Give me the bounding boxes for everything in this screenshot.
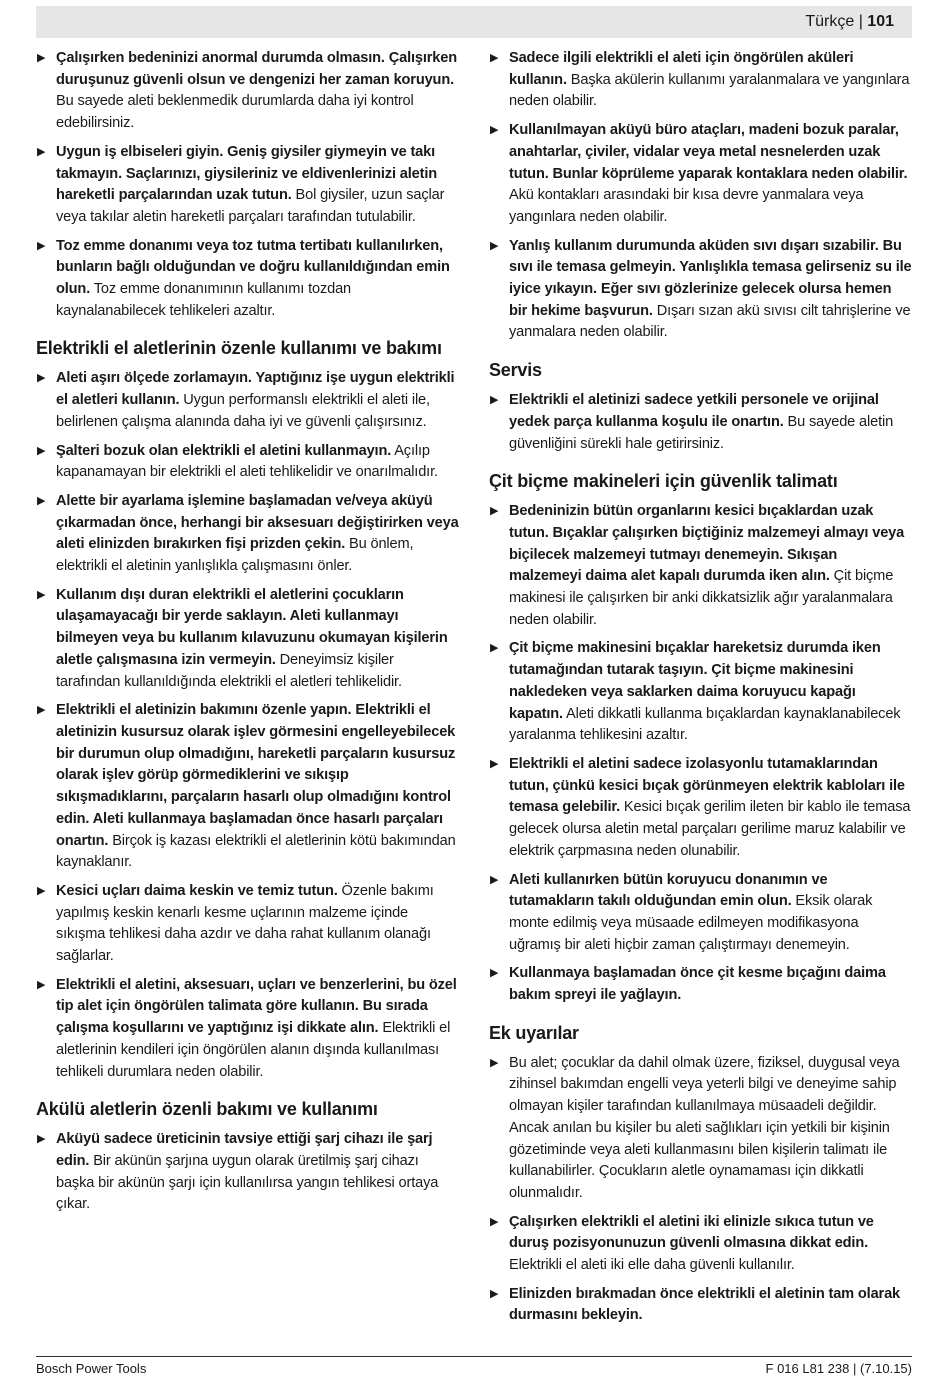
page-header — [36, 6, 912, 38]
item-text: Birçok iş kazası elektrikli el aletlerinin kötü bakımından kaynaklanır. — [56, 832, 456, 871]
item-bold-text: Şalteri bozuk olan elektrikli el aletini kullanmayın. — [56, 442, 392, 459]
footer-doc-id: F 016 L81 238 | (7.10.15) — [765, 1361, 912, 1376]
item-text: Akü kontakları arasındaki bir kısa devre yanmalara veya yangınlara neden olabilir. — [509, 187, 864, 225]
item-text: Bu önlem, elektrikli el aletinin yanlışlıkla çalışmasını önler. — [56, 536, 414, 575]
item-bold-text: Elektrikli el aletinizi sadece yetkili personele ve orijinal yedek parça kullanma koşulu ile onartın. — [509, 392, 879, 430]
item-bold-text: Uygun iş elbiseleri giyin. Geniş giysiler giymeyin ve takı takmayın. Saçlarınızı, giysileriniz ve eldivenlerinizi aletin hareketli parçalarından uzak tutun. — [56, 143, 437, 204]
list-item — [36, 368, 460, 433]
triangle-bullet-icon: ▶ — [37, 444, 46, 457]
section-title: Çit biçme makineleri için güvenlik talimatı — [489, 471, 838, 492]
triangle-bullet-icon: ▶ — [490, 52, 499, 64]
triangle-bullet-icon: ▶ — [37, 145, 46, 158]
triangle-bullet-icon: ▶ — [490, 873, 499, 886]
item-bold-text: Alette bir ayarlama işlemine başlamadan ve/veya aküyü çıkarmadan önce, herhangi bir aksesuarı değiştirirken veya aleti elinizden bırakırken fişi prizden çekin. — [56, 492, 459, 553]
triangle-bullet-icon: ▶ — [37, 1133, 46, 1146]
triangle-bullet-icon: ▶ — [37, 239, 46, 252]
item-bold-text: Elektrikli el aletini, aksesuarı, uçları ve benzerlerini, bu özel tip alet için öngörülen talimata göre kullanın. Bu sırada çalışma koşullarını ve yaptığınız işi dikkate alın. — [56, 976, 457, 1037]
list-item — [489, 1284, 913, 1327]
item-bold-text: Çalışırken elektrikli el aletini iki elinizle sıkıca tutun ve duruş pozisyonunuzun güvenli olmasına dikkat edin. — [509, 1213, 874, 1252]
item-bold-text: Çit biçme makinesini bıçaklar hareketsiz durumda iken tutamağından tutarak taşıyın. Çit biçme makinesini nakledeken veya saklarken daima koruyucu kapağı kapatın. — [509, 640, 881, 722]
safety-list — [489, 390, 913, 455]
item-text: Deneyimsiz kişiler tarafından kullanıldığında elektrikli el aletleri tehlikelidir. — [56, 651, 402, 690]
item-bold-text: Bedeninizin bütün organlarını kesici bıçaklardan uzak tutun. Bıçaklar çalışırken biçtiğiniz malzemeyi almayı veya biçilecek malzemeyi tutmayı denemeyin. Sıkışan malzemeyi daima alet kapalı durumda iken alın. — [509, 503, 905, 585]
item-text: Eksik olarak monte edilmiş veya müsaade edilmeyen modifikasyona uğramış bir aleti hiçbir zaman çalıştırmayı denemeyin. — [509, 893, 873, 953]
section-title: Ek uyarılar — [489, 1022, 579, 1043]
item-bold-text: Çalışırken bedeninizi anormal durumda olmasın. Çalışırken duruşunuz güvenli olsun ve dengenizi her zaman koruyun. — [56, 50, 458, 88]
triangle-bullet-icon: ▶ — [37, 884, 46, 897]
triangle-bullet-icon: ▶ — [490, 505, 499, 518]
left-column — [36, 48, 460, 1223]
list-item — [489, 638, 913, 747]
triangle-bullet-icon: ▶ — [490, 124, 499, 137]
header-separator: | — [854, 13, 868, 30]
list-item — [489, 501, 913, 631]
list-item — [489, 236, 913, 345]
item-bold-text: Aleti aşırı ölçede zorlamayın. Yaptığınız işe uygun elektrikli el aletleri kullanın. — [56, 370, 455, 409]
safety-list — [489, 48, 913, 344]
triangle-bullet-icon: ▶ — [490, 1215, 499, 1228]
triangle-bullet-icon: ▶ — [37, 52, 46, 64]
section-title: Elektrikli el aletlerinin özenle kullanımı ve bakımı — [36, 338, 442, 359]
triangle-bullet-icon: ▶ — [490, 394, 499, 407]
item-text: Dışarı sızan akü sıvısı cilt tahrişlerine ve yanmalara neden olabilir. — [509, 302, 911, 341]
section-title: Servis — [489, 360, 542, 381]
item-text: Başka akülerin kullanımı yaralanmalara ve yangınlara neden olabilir. — [509, 71, 910, 110]
item-text: Bu sayede aleti beklenmedik durumlarda daha iyi kontrol edebilirsiniz. — [56, 93, 414, 132]
safety-list — [489, 501, 913, 1006]
item-bold-text: Toz emme donanımı veya toz tutma tertibatı kullanılırken, bunların bağlı olduğundan ve doğru kullanıldığından emin olun. — [56, 237, 450, 298]
triangle-bullet-icon: ▶ — [490, 239, 499, 252]
page-number: 101 — [867, 13, 894, 30]
list-item — [36, 491, 460, 578]
item-text: Bir akünün şarjına uygun olarak üretilmiş şarj cihazı başka bir akünün şarjı için kullanılırsa yangın tehlikesi ortaya çıkar. — [56, 1152, 439, 1213]
item-text: Elektrikli el aletlerinin kendileri için öngörülen alanın dışında kullanılması tehlikeli durumlara neden olabilir. — [56, 1020, 451, 1080]
list-item — [36, 142, 460, 229]
triangle-bullet-icon: ▶ — [37, 372, 46, 385]
list-item — [489, 1212, 913, 1277]
item-bold-text: Kesici uçları daima keskin ve temiz tutun. — [56, 882, 338, 899]
list-item — [489, 870, 913, 957]
list-item — [36, 881, 460, 968]
item-bold-text: Kullanmaya başlamadan önce çit kesme bıçağını daima bakım spreyi ile yağlayın. — [509, 965, 886, 1004]
list-item — [489, 1053, 913, 1205]
right-column — [489, 48, 913, 1334]
item-bold-text: Kullanım dışı duran elektrikli el aletlerini çocukların ulaşamayacağı bir yerde saklayın. Aleti kullanmayı bilmeyen veya bu kullanım kılavuzunu okumayan kişilerin aletle çalışmasına izin vermeyin. — [56, 586, 448, 668]
item-text: Bu alet; çocuklar da dahil olmak üzere, fiziksel, duygusal veya zihinsel bakımdan engelli veya yeterli bilgi ve deneyime sahip olmayan kişiler tarafından kullanılmaya müsaadeli değildir. Ancak anılan bu kişiler bu aleti sağlıkları için yetkili bir kişinin gözetiminde veya aleti kullanmasını bilen kişilerin talimatı ile kullanabilirler. Çocukların aletle oynamaması için dikkatli olunmalıdır. — [509, 1054, 900, 1201]
list-item — [36, 441, 460, 484]
safety-list — [489, 1053, 913, 1327]
item-bold-text: Yanlış kullanım durumunda aküden sıvı dışarı sızabilir. Bu sıvı ile temasa gelmeyin. Yanlışlıkla temasa gelirseniz su ile iyice yıkayın. Eğer sıvı gözlerinize gelecek olursa hemen bir hekime başvurun. — [509, 237, 912, 319]
list-item — [489, 120, 913, 229]
triangle-bullet-icon: ▶ — [490, 757, 499, 770]
item-bold-text: Sadece ilgili elektrikli el aleti için öngörülen aküleri kullanın. — [509, 50, 854, 88]
list-item — [36, 1129, 460, 1216]
header-language: Türkçe — [805, 13, 855, 30]
list-item — [36, 48, 460, 135]
triangle-bullet-icon: ▶ — [37, 978, 46, 991]
item-text: Açılıp kapanamayan bir elektrikli el aleti tehlikelidir ve onarılmalıdır. — [56, 442, 438, 481]
list-item — [36, 975, 460, 1084]
list-item — [489, 754, 913, 863]
item-bold-text: Aleti kullanırken bütün koruyucu donanımın ve tutamakların takılı olduğundan emin olun. — [509, 871, 828, 910]
footer-divider — [36, 1356, 912, 1357]
list-item — [36, 585, 460, 694]
item-bold-text: Kullanılmayan aküyü büro ataçları, madeni bozuk paralar, anahtarlar, çiviler, vidalar veya metal nesnelerden uzak tutun. Bunlar köprüleme yaparak kontaklara neden olabilir. — [509, 122, 908, 182]
triangle-bullet-icon: ▶ — [490, 642, 499, 655]
item-text: Aleti dikkatli kullanma bıçaklardan kaynaklanabilecek yaralanma tehlikesini azaltır. — [509, 705, 901, 744]
triangle-bullet-icon: ▶ — [490, 1056, 499, 1069]
item-text: Özenle bakımı yapılmış keskin kenarlı kesme uçlarının malzeme içinde sıkışma tehlikesi daha azdır ve daha rahat kullanım olanağı sağlarlar. — [56, 882, 434, 965]
triangle-bullet-icon: ▶ — [490, 967, 499, 980]
item-text: Toz emme donanımının kullanımı tozdan kaynalanabilecek tehlikeleri azaltır. — [56, 281, 352, 319]
list-item — [36, 236, 460, 323]
triangle-bullet-icon: ▶ — [37, 704, 46, 717]
item-text: Uygun performanslı elektrikli el aleti ile, belirlenen çalışma alanında daha iyi ve güvenli çalışırsınız. — [56, 392, 430, 430]
item-bold-text: Elektrikli el aletinizin bakımını özenle yapın. Elektrikli el aletinizin kusursuz olarak işlev görmesini engelleyebilecek bir durumun olup olmadığını, hareketli parçaların kusursuz olarak işlev görüp görmediklerini ve sıkışıp sıkışmadıklarını, parçaların hasarlı olup olmadığını kontrol edin. Aleti kullanmaya başlamadan önce hasarlı parçaları onartın. — [56, 702, 456, 849]
triangle-bullet-icon: ▶ — [490, 1287, 499, 1300]
section-title: Akülü aletlerin özenli bakımı ve kullanımı — [36, 1099, 378, 1120]
list-item — [489, 963, 913, 1006]
list-item — [489, 48, 913, 113]
triangle-bullet-icon: ▶ — [37, 494, 46, 507]
safety-list — [36, 1129, 460, 1216]
item-bold-text: Elinizden bırakmadan önce elektrikli el aletinin tam olarak durmasını bekleyin. — [509, 1285, 900, 1324]
safety-list — [36, 368, 460, 1083]
item-text: Elektrikli el aleti iki elle daha güvenli kullanılır. — [509, 1257, 795, 1274]
item-text: Kesici bıçak gerilim ileten bir kablo ile temasa gelecek olursa aletin metal parçaları gerilime maruz kalabilir ve elektrik çarpmasına neden olunabilir. — [509, 799, 911, 859]
footer-brand: Bosch Power Tools — [36, 1361, 147, 1376]
item-text: Bol giysiler, uzun saçlar veya takılar aletin hareketli parçaları tarafından tutulabilir. — [56, 187, 445, 225]
triangle-bullet-icon: ▶ — [37, 588, 46, 601]
list-item — [489, 390, 913, 455]
item-text: Çit biçme makinesi ile çalışırken bir anki dikkatsizlik ağır yaralanmalara neden olabilir. — [509, 568, 894, 628]
item-bold-text: Aküyü sadece üreticinin tavsiye ettiği şarj cihazı ile şarj edin. — [56, 1131, 433, 1169]
header-page-label — [805, 12, 894, 32]
item-text: Bu sayede aletin güvenliğini sürekli hale getirirsiniz. — [509, 413, 894, 452]
item-bold-text: Elektrikli el aletini sadece izolasyonlu tutamaklarından tutun, çünkü kesici bıçak görünmeyen elektrik kabloları ile temasa gelebilir. — [509, 755, 905, 816]
safety-list — [36, 48, 460, 322]
list-item — [36, 700, 460, 874]
